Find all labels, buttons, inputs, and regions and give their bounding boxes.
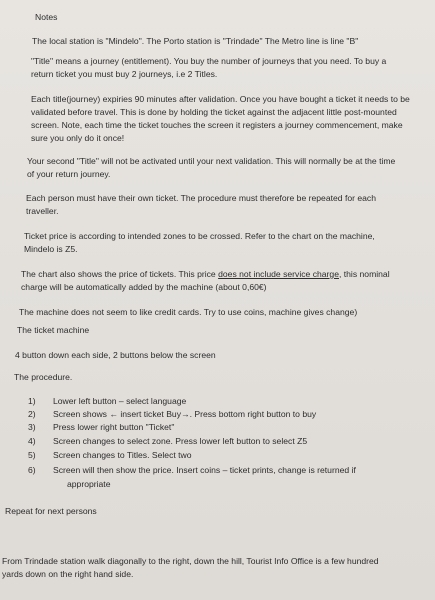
paragraph-line: yards down on the right hand side. <box>2 569 134 579</box>
list-item <box>28 395 428 407</box>
list-item-number: 4) <box>28 436 36 446</box>
list-item-number: 2) <box>28 409 36 419</box>
list-item-number: 6) <box>28 465 36 475</box>
paragraph-line: Each person must have their own ticket. The procedure must therefore be repeated for each <box>26 193 376 203</box>
list-item-number: 1) <box>28 396 36 406</box>
list-item-number: 5) <box>28 450 36 460</box>
paragraph-line: "Title" means a journey (entitlement). You buy the number of journeys that you need. To buy a <box>31 56 387 66</box>
list-item <box>28 449 428 461</box>
paragraph-line <box>21 268 390 280</box>
list-item-text: Press lower right button "Ticket" <box>53 422 175 432</box>
paragraph-line: sure you only do it once! <box>31 133 125 143</box>
list-item-text: Screen changes to select zone. Press lower left button to select Z5 <box>53 436 308 446</box>
list-item-text: Screen shows ← insert ticket Buy→. Press bottom right button to buy <box>53 409 317 419</box>
paragraph-line: Ticket price is according to intended zones to be crossed. Refer to the chart on the machine, <box>24 231 375 241</box>
list-item-number: 3) <box>28 422 36 432</box>
paragraph-line: From Trindade station walk diagonally to the right, down the hill, Tourist Info Office is a few hundred <box>2 556 379 566</box>
list-item <box>28 464 428 476</box>
section-heading: The ticket machine <box>17 325 90 335</box>
paragraph-line: The machine does not seem to like credit cards. Try to use coins, machine gives change) <box>19 307 358 317</box>
paragraph-line: charge will be automatically added by the machine (about 0,60€) <box>21 282 267 292</box>
paragraph-line: of your return journey. <box>27 169 111 179</box>
paragraph-line: screen. Note, each time the ticket touches the screen it registers a journey commencement, make <box>31 120 403 130</box>
paragraph-line: traveller. <box>26 206 59 216</box>
list-item-text: Screen will then show the price. Insert coins – ticket prints, change is returned if <box>53 465 356 475</box>
list-item-text: appropriate <box>67 479 111 489</box>
paragraph-line: Repeat for next persons <box>5 506 97 516</box>
list-item-text: Screen changes to Titles. Select two <box>53 450 192 460</box>
list-item <box>28 408 428 420</box>
service-charge-emphasis: does not include service charge <box>218 269 339 279</box>
paragraph-line: Mindelo is Z5. <box>24 244 78 254</box>
paragraph-line: Each title(journey) expiries 90 minutes after validation. Once you have bought a ticket it needs to be <box>31 94 410 104</box>
paragraph-line: The local station is "Mindelo". The Porto station is "Trindade" The Metro line is line "B" <box>32 36 359 46</box>
list-item <box>42 478 435 490</box>
page-heading: Notes <box>35 12 58 22</box>
list-item-text: Lower left button – select language <box>53 396 187 406</box>
paragraph-line: Your second "Title" will not be activated until your next validation. This will normally be at the time <box>27 156 396 166</box>
price-note-text: The chart also shows the price of tickets. This price <box>21 269 219 279</box>
list-item <box>28 421 428 433</box>
section-heading: The procedure. <box>14 372 73 382</box>
paragraph-line: validated before travel. This is done by holding the ticket against the adjacent little post-mounted <box>31 107 397 117</box>
paragraph-line: return ticket you must buy 2 journeys, i.e 2 Titles. <box>31 69 218 79</box>
list-item <box>28 435 428 447</box>
price-note-text: , this nominal <box>338 269 390 279</box>
paragraph-line: 4 button down each side, 2 buttons below the screen <box>15 350 216 360</box>
